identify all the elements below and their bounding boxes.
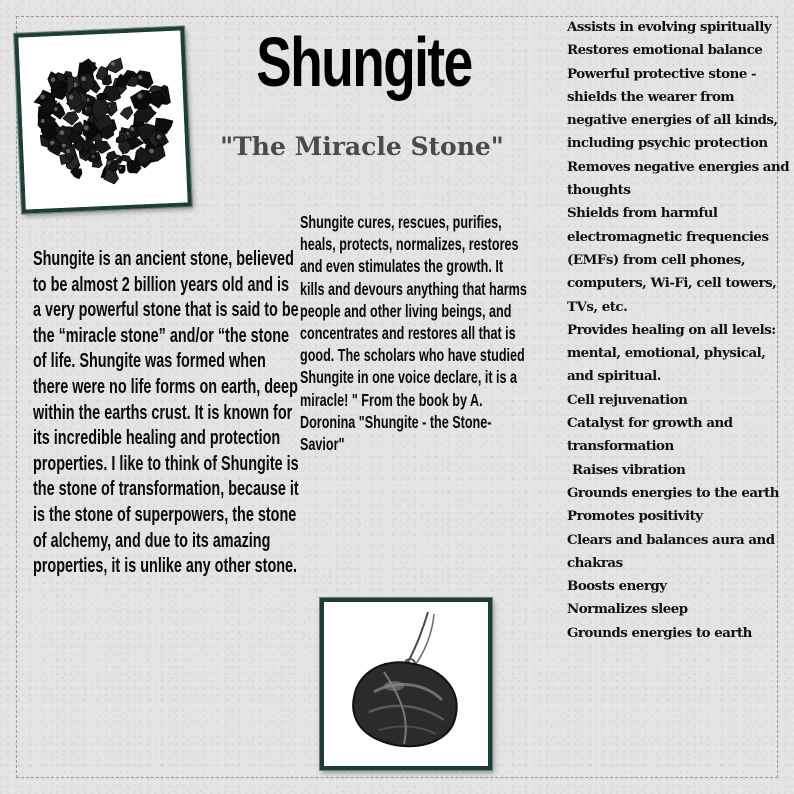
benefit-item: Grounds energies to the earth [567, 484, 780, 501]
stones-image [18, 31, 187, 210]
benefit-item: Promotes positivity [567, 508, 703, 525]
benefit-item: Provides healing on all levels: mental, emotional, physical, and spiritual. [567, 321, 776, 385]
benefit-item: Raises vibration [572, 461, 686, 478]
shungite-stones-photo [14, 26, 192, 213]
benefit-item: Removes negative energies and thoughts [567, 158, 790, 199]
shungite-pendant-photo [320, 598, 492, 770]
benefit-item: Shields from harmful electromagnetic frequencies (EMFs) from cell phones, computers, Wi-Fi, cell towers, TVs, etc. [567, 205, 777, 315]
benefit-item: Clears and balances aura and chakras [567, 531, 775, 571]
page-title: Shungite [256, 23, 472, 101]
quote-paragraph: Shungite cures, rescues, purifies, heals, protects, normalizes, restores and even stimulates the growth. It kills and devours anything that harms people and other living beings, and concentrates and restores all that is good. The scholars who have studied Shungite in one voice declare, it is a miracle! " From the book by A. Doronina "Shungite - the Stone-Savior" [300, 212, 527, 455]
benefit-item: Assists in evolving spiritually [567, 19, 772, 35]
intro-paragraph: Shungite is an ancient stone, believed to be almost 2 billion years old and is a very powerful stone that is said to be the “miracle stone” and/or “the stone of life. Shungite was formed when there were no life forms on earth, deep within the earths crust. It is known for its incredible healing and protection properties. I like to think of Shungite is the stone of transformation, because it is the stone of superpowers, the stone of alchemy, and due to its amazing properties, it is unlike any other stone. [33, 248, 299, 578]
benefit-item: Cell rejuvenation [567, 391, 688, 408]
page-subtitle: "The Miracle Stone" [220, 132, 504, 161]
pendant-image [324, 602, 488, 766]
benefit-item: Catalyst for growth and transformation [567, 415, 733, 455]
benefits-list [567, 16, 792, 645]
benefit-item: Grounds energies to earth [567, 624, 752, 641]
benefit-item: Powerful protective stone - shields the wearer from negative energies of all kinds, including psychic protection [567, 65, 778, 152]
benefit-item: Boosts energy [567, 578, 667, 595]
benefit-item: Normalizes sleep [567, 601, 688, 618]
benefit-item: Restores emotional balance [567, 42, 763, 59]
